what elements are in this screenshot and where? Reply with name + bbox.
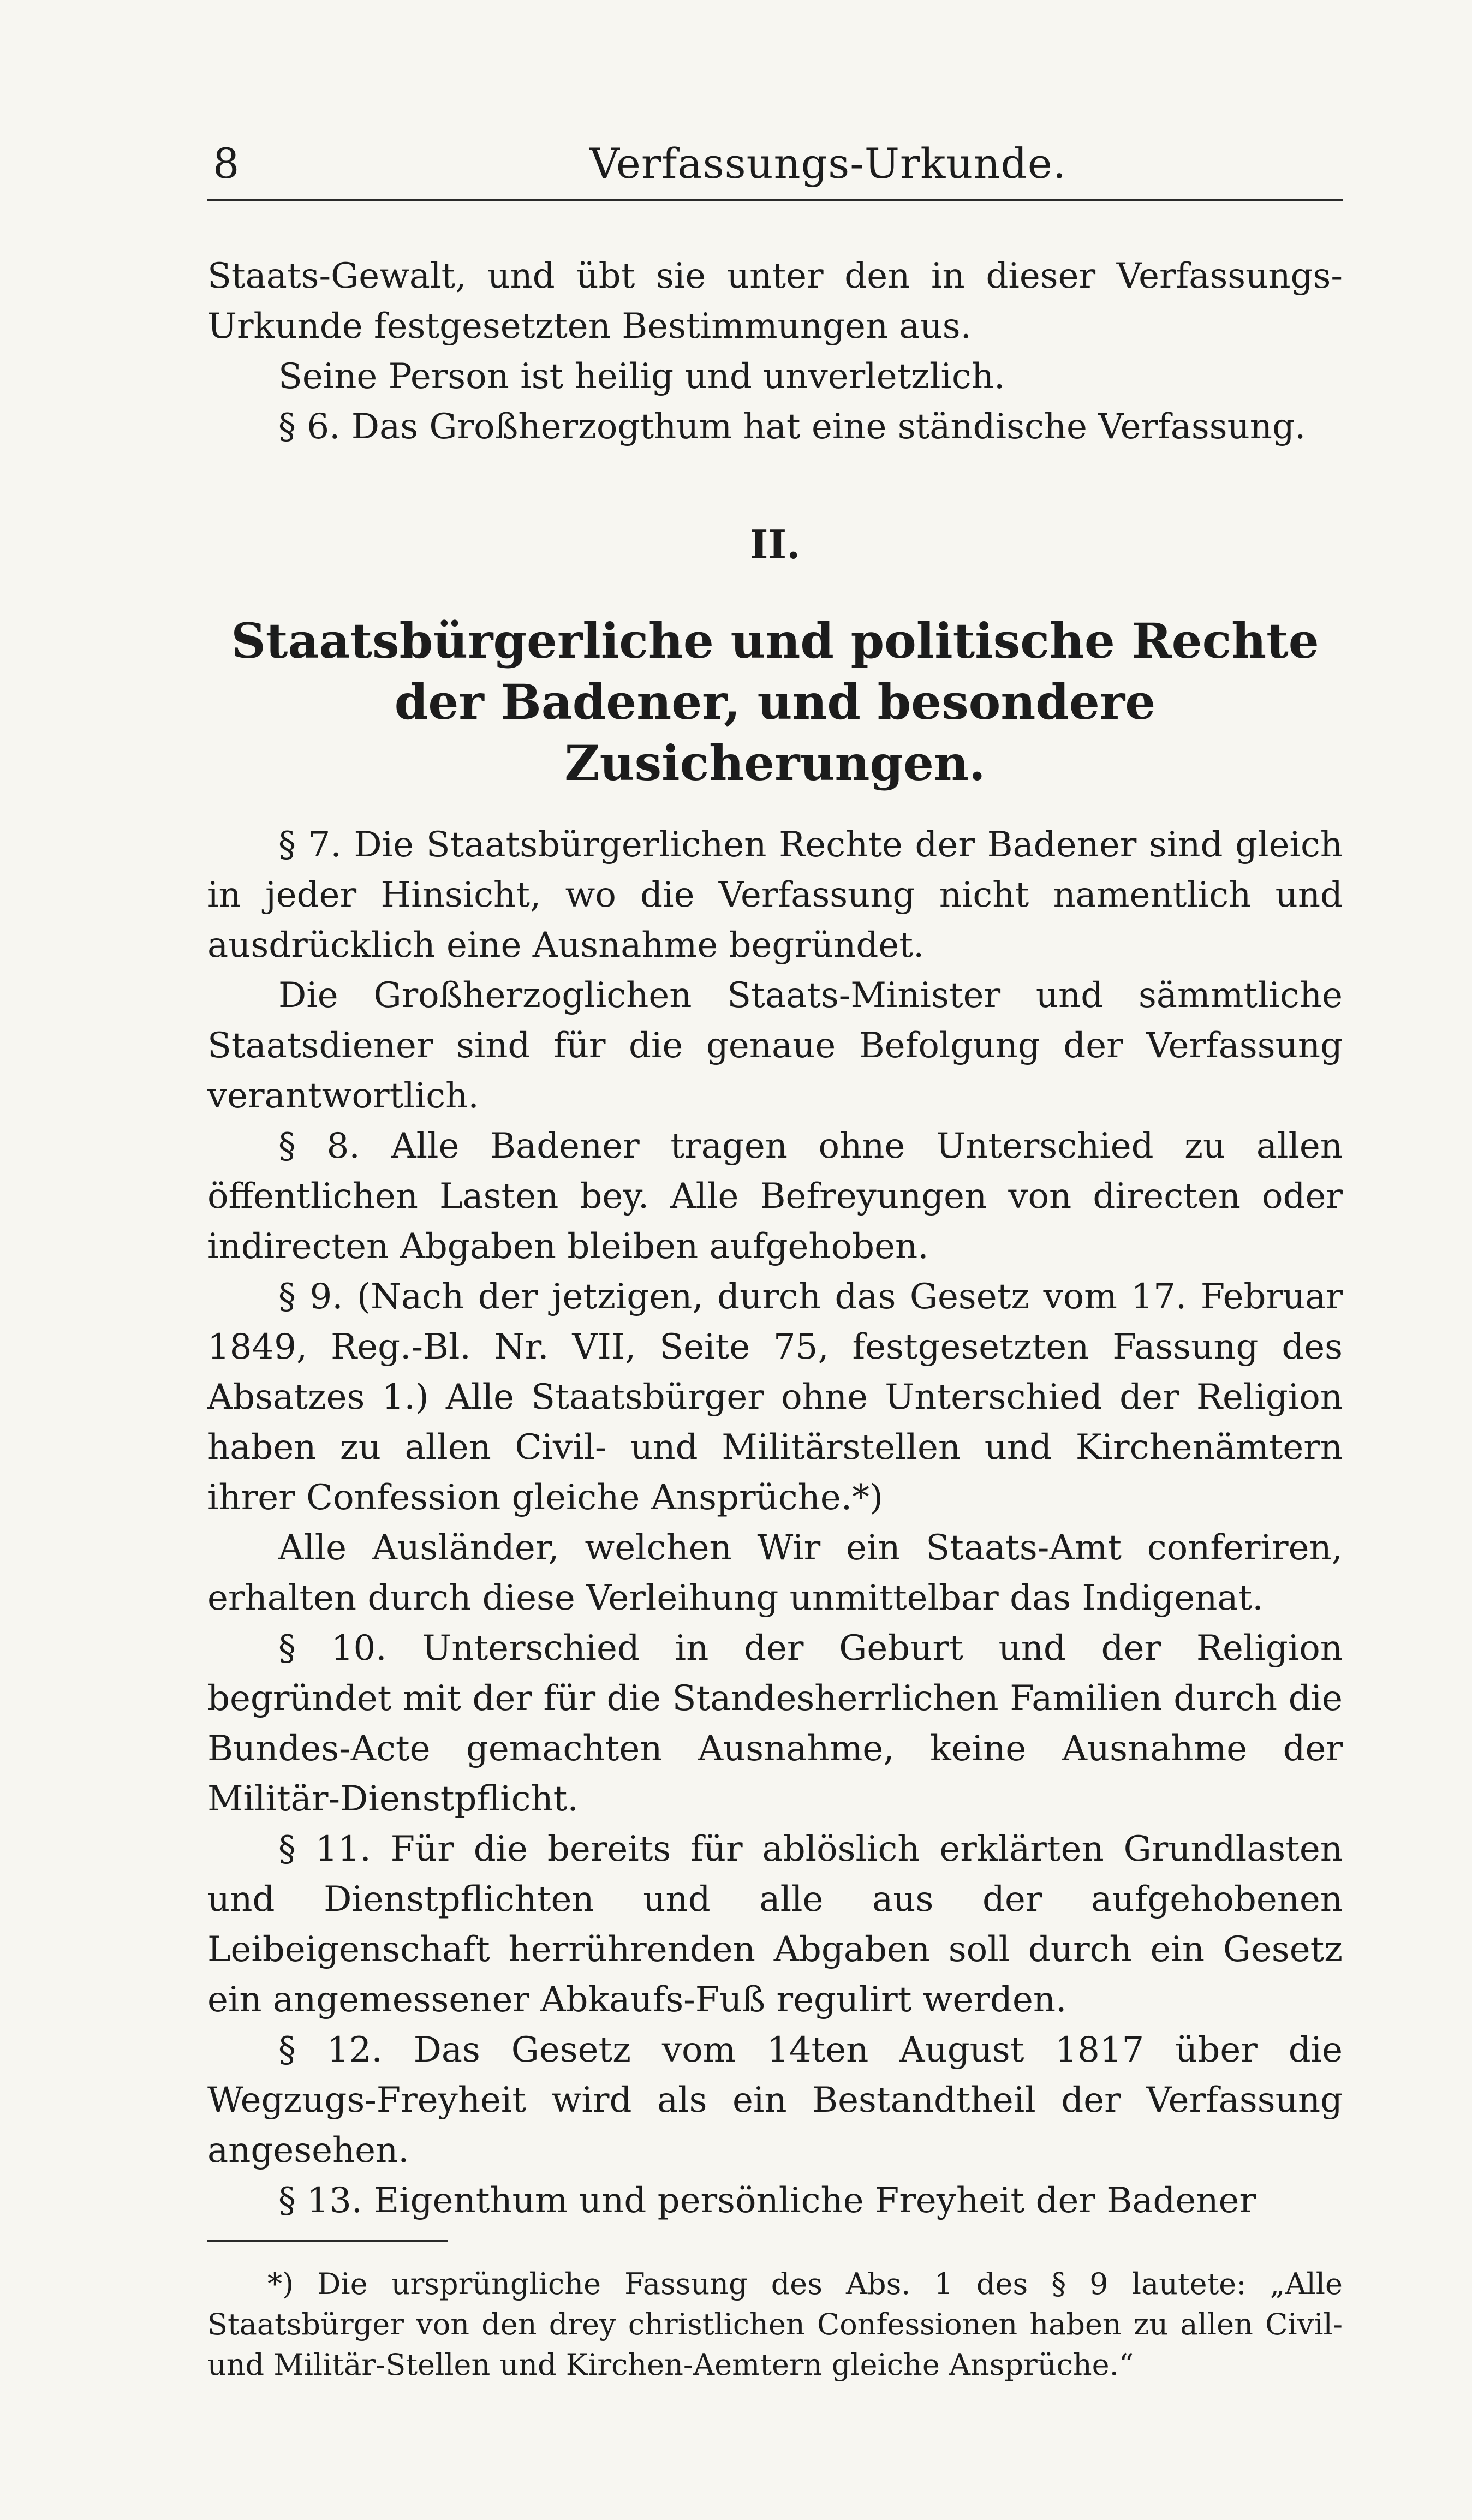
paragraph-section-13: § 13. Eigenthum und persönliche Freyheit der Badener xyxy=(278,2181,1256,2221)
paragraph-auslaender: Alle Ausländer, welchen Wir ein Staats-Amt conferiren, erhalten durch diese Verleihung unmittelbar das Indigenat. xyxy=(207,1528,1343,1618)
paragraph-section-12: § 12. Das Gesetz vom 14ten August 1817 über die Wegzugs-Freyheit wird als ein Bestandtheil der Verfassung angesehen. xyxy=(207,2030,1343,2171)
section-heading: Staatsbürgerliche und politische Rechte der Badener, und besondere Zusicherungen. xyxy=(231,612,1319,791)
page-header xyxy=(207,126,1343,207)
body-text xyxy=(207,251,1343,2385)
section-number: II. xyxy=(749,521,801,568)
paragraph-ministers: Die Großherzoglichen Staats-Minister und sämmtliche Staatsdiener sind für die genaue Befolgung der Verfassung verantwortlich. xyxy=(207,975,1343,1116)
paragraph-continuation: Staats-Gewalt, und übt sie unter den in dieser Verfassungs-Urkunde festgesetzten Bestimmungen aus. xyxy=(207,256,1343,347)
page-number: 8 xyxy=(213,139,240,188)
paragraph-section-7: § 7. Die Staatsbürgerlichen Rechte der Badener sind gleich in jeder Hinsicht, wo die Verfassung nicht namentlich und ausdrücklich eine Ausnahme begründet. xyxy=(207,825,1343,966)
paragraph-section-8: § 8. Alle Badener tragen ohne Unterschied zu allen öffentlichen Lasten bey. Alle Befreyungen von directen oder indirecten Abgaben bleiben aufgehoben. xyxy=(207,1126,1343,1267)
header-rule xyxy=(207,199,1343,201)
paragraph-person-heilig: Seine Person ist heilig und unverletzlich. xyxy=(278,356,1005,397)
running-title: Verfassungs-Urkunde. xyxy=(589,139,1066,188)
paragraph-section-10: § 10. Unterschied in der Geburt und der Religion begründet mit der für die Standesherrlichen Familien durch die Bundes-Acte gemachten Ausnahme, keine Ausnahme der Militär-Dienstpflicht. xyxy=(207,1628,1343,1819)
paragraph-section-9: § 9. (Nach der jetzigen, durch das Gesetz vom 17. Februar 1849, Reg.-Bl. Nr. VII, Seite 75, festgesetzten Fassung des Absatzes 1.) Alle Staatsbürger ohne Unterschied der Religion haben zu allen Civil- und Militärstellen und Kirchenämtern ihrer Confession gleiche Ansprüche.*) xyxy=(207,1277,1343,1518)
footnote: *) Die ursprüngliche Fassung des Abs. 1 des § 9 lautete: „Alle Staatsbürger von den drey christlichen Confessionen haben zu allen Civil- und Militär-Stellen und Kirchen-Aemtern gleiche Ansprüche.“ xyxy=(207,2267,1343,2382)
paragraph-section-6: § 6. Das Großherzogthum hat eine ständische Verfassung. xyxy=(278,407,1306,447)
paragraph-section-11: § 11. Für die bereits für ablöslich erklärten Grundlasten und Dienstpflichten und alle aus der aufgehobenen Leibeigenschaft herrührenden Abgaben soll durch ein Gesetz ein angemessener Abkaufs-Fuß regulirt werden. xyxy=(207,1829,1343,2020)
footnote-rule xyxy=(207,2240,448,2242)
page-content xyxy=(207,126,1343,2385)
